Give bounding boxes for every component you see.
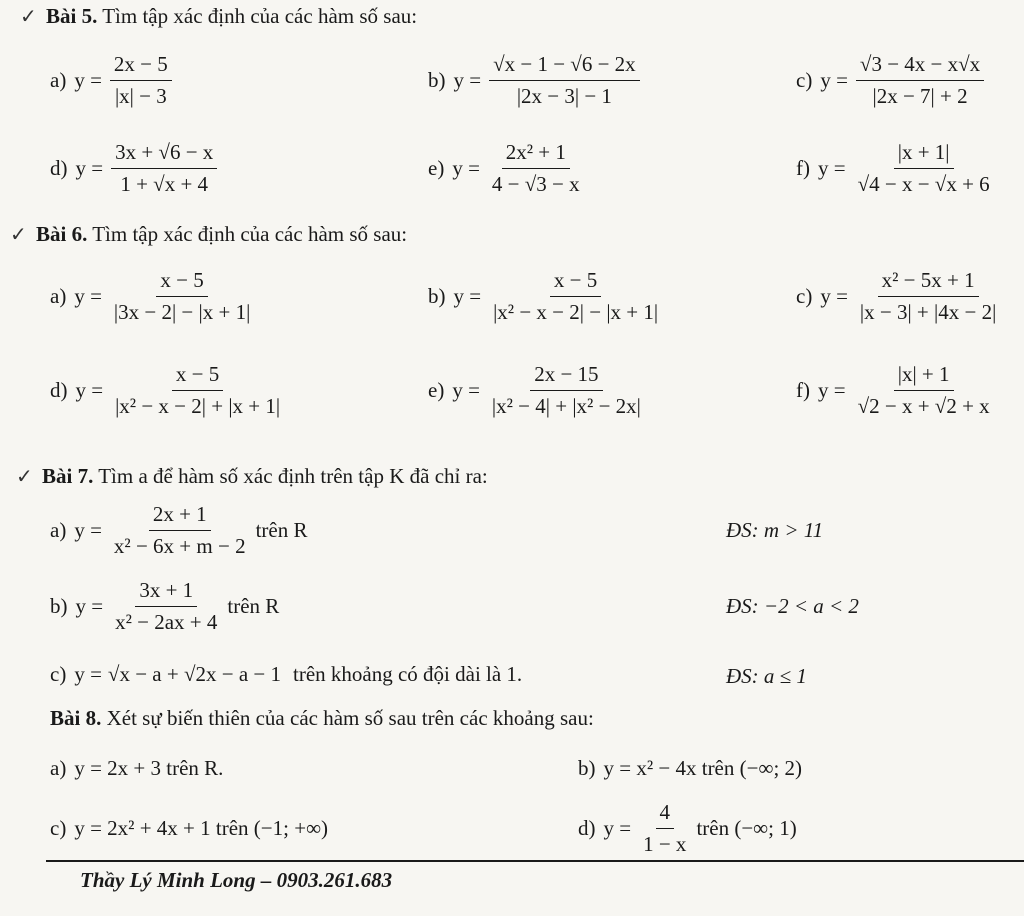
bai5-f: f) y = $\frac{|x + 1|}{√4 - x - √x + 6}$ <box>796 140 990 196</box>
bai5-b: b) y = $\frac{√x - 1 - √6 - 2x}{|2x - 3| - 1}$ <box>428 52 642 109</box>
bai8-b: b) y = x² − 4x trên (−∞; 2) <box>578 756 803 780</box>
bai6-f: f) y = $\frac{|x| + 1}{√2 - x + √2 + x}$ <box>796 362 990 418</box>
footer-divider <box>46 860 1024 862</box>
bai5-d: d) y = $\frac{3x + √6 - x}{1 + √x + 4}$ <box>50 140 219 197</box>
footer-author: Thầy Lý Minh Long – 0903.261.683 <box>80 868 393 892</box>
bai7-c-answer: ĐS: a ≤ 1 <box>726 664 807 688</box>
bai5-c: c) y = $\frac{√3 - 4x - x√x}{|2x - 7| + 2}$ <box>796 52 986 109</box>
bai8-a: a) y = 2x + 3 trên R. <box>50 756 224 780</box>
bai8-c: c) y = 2x² + 4x + 1 trên (−1; +∞) <box>50 816 329 840</box>
bai8-title: Bài 8. Xét sự biến thiên của các hàm số sau trên các khoảng sau: <box>50 706 594 730</box>
bai6-a: a) y = $\frac{x - 5}{|3x - 2| - |x + 1|}$ <box>50 268 251 324</box>
bai7-b-answer: ĐS: −2 < a < 2 <box>726 594 859 618</box>
bai6-b: b) y = $\frac{x - 5}{\text{|x² − x − 2| − |x + 1|}}$ <box>428 268 659 324</box>
bai6-d: d) y = $\frac{x - 5}{\text{|x² − x − 2| + |x + 1|}}$ <box>50 362 281 418</box>
bai5-title: ✓ Bài 5. Tìm tập xác định của các hàm số sau: <box>20 4 418 28</box>
bai7-c: c) y = √x − a + √2x − a − 1 trên khoảng có đội dài là 1. <box>50 662 523 686</box>
check-mark-icon: ✓ <box>10 224 27 246</box>
bai8-d: d) y = $\frac{4}{1 - x}$ trên (−∞; 1) <box>578 800 797 856</box>
check-mark-icon: ✓ <box>16 466 33 488</box>
bai6-c: c) y = $\frac{\text{x² − 5x + 1}}{|x - 3| + |4x - 2|}$ <box>796 268 997 324</box>
bai5-e: e) y = $\frac{\text{2x² + 1}}{4 - √3 - x}$ <box>428 140 580 196</box>
bai7-a-answer: ĐS: m > 11 <box>726 518 824 542</box>
bai6-e: e) y = $\frac{2x - 15}{\text{|x² − 4| + |x² − 2x|}}$ <box>428 362 641 418</box>
bai5-a: a) y = $\frac{2x - 5}{|x| - 3}$ <box>50 52 174 109</box>
bai7-title: ✓ Bài 7. Tìm a để hàm số xác định trên tập K đã chỉ ra: <box>16 464 488 488</box>
bai6-title: ✓ Bài 6. Tìm tập xác định của các hàm số sau: <box>10 222 408 246</box>
bai7-a: a) y = $\frac{2x + 1}{\text{x² − 6x + m − 2}}$ trên R <box>50 502 308 558</box>
bai7-b: b) y = $\frac{3x + 1}{\text{x² − 2ax + 4}}$ trên R <box>50 578 280 634</box>
check-mark-icon: ✓ <box>20 6 37 28</box>
